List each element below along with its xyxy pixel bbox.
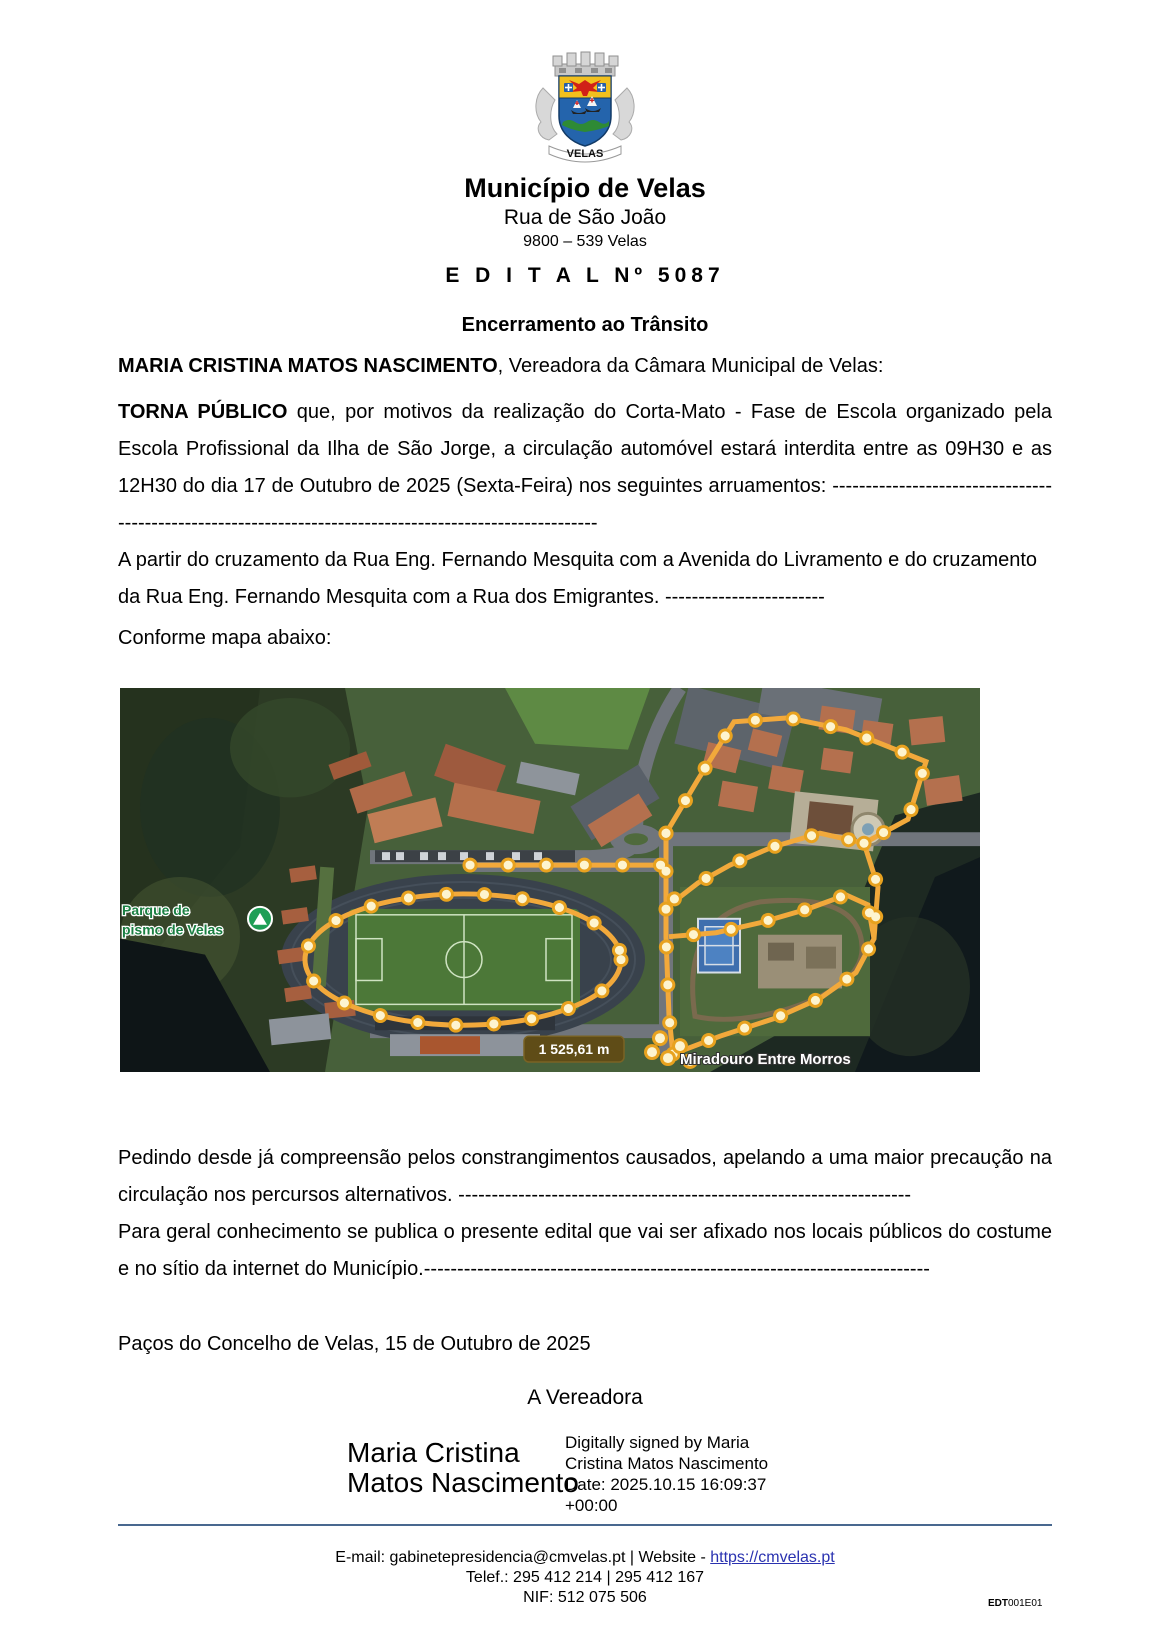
paragraph-announcement xyxy=(118,394,1052,542)
closing-paragraphs xyxy=(118,1140,1052,1288)
footer-contact-line xyxy=(0,1548,1170,1568)
distance-badge-text: 1 525,61 m xyxy=(538,1041,610,1058)
footer-email-text: E-mail: gabinetepresidencia@cmvelas.pt | Website - xyxy=(335,1549,711,1566)
document-code-suffix: 001E01 xyxy=(1008,1598,1043,1609)
signature-detail-line: +00:00 xyxy=(565,1496,618,1515)
signature-name xyxy=(347,1438,579,1498)
signature-detail-line: Digitally signed by Maria xyxy=(565,1433,750,1452)
footer-divider xyxy=(118,1524,1052,1526)
paragraph-officer-intro xyxy=(118,348,1052,385)
paragraph-route-description: A partir do cruzamento da Rua Eng. Fernando Mesquita com a Avenida do Livramento e do cruzamento da Rua Eng. Fernando Mesquita com a Rua dos Emigrantes. ------------------------ xyxy=(118,549,1038,608)
footer-nif-line: NIF: 512 075 506 xyxy=(523,1589,647,1606)
coat-of-arms-icon xyxy=(529,50,641,166)
paragraph-publication: Para geral conhecimento se publica o presente edital que vai ser afixado nos locais públicos do costume e no sítio da internet do Município.---------------------------------------------------------------------------- xyxy=(118,1221,1052,1280)
place-date-line: Paços do Concelho de Velas, 15 de Outubro de 2025 xyxy=(118,1333,591,1355)
distance-badge xyxy=(524,1036,624,1062)
edital-subject-title: Encerramento ao Trânsito xyxy=(461,314,709,336)
website-link[interactable]: https://cmvelas.pt xyxy=(710,1549,835,1566)
document-code xyxy=(988,1598,1042,1609)
announcement-text: que, por motivos da realização do Corta-Mato - Fase de Escola organizado pela Escola Profissional da Ilha de São Jorge, a circulação automóvel estará interdita entre as 09H30 e as 12H30 do dia 17 de Outubro de 2025 (Sexta-Feira) nos seguintes arruamentos: --------------------------------------------------------------------------------------------------------- xyxy=(118,401,1052,534)
municipality-postal-code: 9800 – 539 Velas xyxy=(523,233,647,250)
municipality-name: Município de Velas xyxy=(464,173,706,203)
document-header xyxy=(0,50,1170,251)
footer-phone-line: Telef.: 295 412 214 | 295 412 167 xyxy=(465,1569,705,1586)
campsite-label-line1: Parque de xyxy=(122,901,190,918)
signature-name-line1: Maria Cristina xyxy=(347,1437,520,1468)
paragraph-map-reference: Conforme mapa abaixo: xyxy=(118,627,332,649)
crest-motto-text: VELAS xyxy=(566,148,604,160)
digital-signature-details xyxy=(565,1432,768,1516)
viewpoint-label: Miradouro Entre Morros xyxy=(679,1051,851,1069)
municipal-coat-of-arms xyxy=(529,50,641,166)
torna-publico-bold: TORNA PÚBLICO xyxy=(118,401,288,423)
signature-detail-line: Cristina Matos Nascimento xyxy=(565,1454,769,1473)
document-code-prefix: EDT xyxy=(988,1598,1008,1609)
officer-role-text: , Vereadora da Câmara Municipal de Velas: xyxy=(497,355,884,377)
edital-number-title: E D I T A L Nº 5087 xyxy=(445,264,725,287)
signature-detail-line: Date: 2025.10.15 16:09:37 xyxy=(565,1475,767,1494)
signature-name-line2: Matos Nascimento xyxy=(347,1467,579,1498)
municipality-address: Rua de São João xyxy=(503,206,667,229)
aerial-map xyxy=(120,688,980,1072)
crest-artwork xyxy=(536,52,634,162)
paragraph-apology: Pedindo desde já compreensão pelos constrangimentos causados, apelando a uma maior precaução na circulação nos percursos alternativos. -------------------------------------------------------------------- xyxy=(118,1147,1052,1206)
signer-role-line: A Vereadora xyxy=(527,1386,643,1409)
officer-name-bold: MARIA CRISTINA MATOS NASCIMENTO xyxy=(118,355,498,377)
campsite-label-line2: pismo de Velas xyxy=(122,921,224,938)
route-map-image xyxy=(120,688,980,1072)
